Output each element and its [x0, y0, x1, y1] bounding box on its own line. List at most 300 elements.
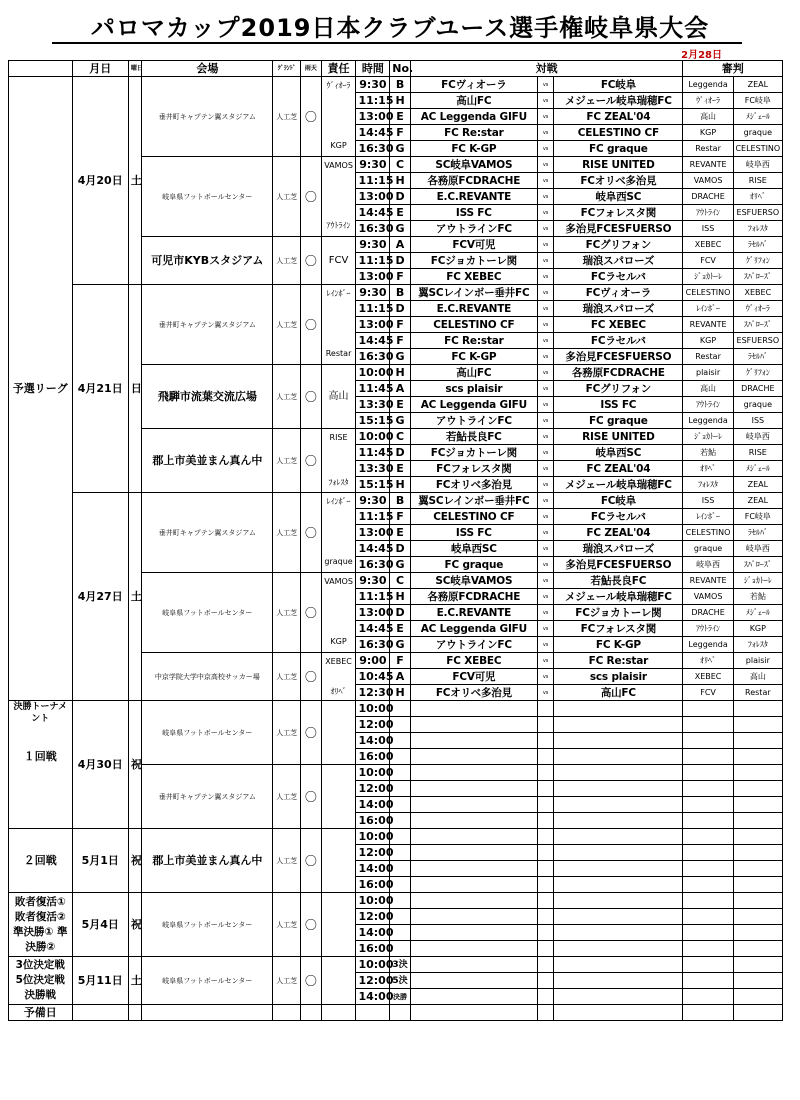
match-time: 13:00: [356, 317, 390, 333]
venue: 飛騨市流葉交流広場: [142, 365, 273, 429]
referee-1: [683, 781, 733, 797]
header-dow: 曜日: [128, 61, 141, 77]
vs-label: [537, 749, 553, 765]
match-number: F: [390, 125, 411, 141]
rain-ok: 〇: [301, 237, 322, 285]
venue: 岐阜県フットボールセンター: [142, 157, 273, 237]
vs-label: vs: [537, 269, 553, 285]
vs-label: vs: [537, 109, 553, 125]
home-team: 各務原FCDRACHE: [410, 589, 537, 605]
referee-1: 高山: [683, 109, 733, 125]
referee-2: [733, 909, 782, 925]
referee-2: [733, 893, 782, 909]
home-team: 若鮎長良FC: [410, 429, 537, 445]
home-team: ISS FC: [410, 205, 537, 221]
vs-label: vs: [537, 333, 553, 349]
referee-1: [683, 717, 733, 733]
empty-cell: [554, 1005, 683, 1021]
slot-row: [9, 701, 783, 717]
home-team: 岐阜西SC: [410, 541, 537, 557]
away-team: FCフォレスタ関: [554, 621, 683, 637]
match-time: 11:15: [356, 301, 390, 317]
referee-2: ｳﾞｨｵｰﾗ: [733, 301, 782, 317]
vs-label: vs: [537, 189, 553, 205]
away-team: RISE UNITED: [554, 157, 683, 173]
home-team: ISS FC: [410, 525, 537, 541]
vs-label: [537, 925, 553, 941]
vs-label: vs: [537, 157, 553, 173]
vs-label: vs: [537, 365, 553, 381]
resp-spacer: [324, 445, 354, 460]
responsible-team: [321, 429, 356, 493]
day-of-week: 土: [128, 77, 141, 285]
responsible-team: [321, 893, 356, 957]
vs-label: vs: [537, 637, 553, 653]
referee-2: graque: [733, 125, 782, 141]
match-number: A: [390, 669, 411, 685]
away-team: ISS FC: [554, 397, 683, 413]
referee-1: [683, 845, 733, 861]
home-team: [410, 893, 537, 909]
referee-1: REVANTE: [683, 157, 733, 173]
match-time: 12:30: [356, 685, 390, 701]
slot-row: [9, 957, 783, 973]
resp-spacer: [324, 589, 354, 604]
home-team: FC graque: [410, 557, 537, 573]
responsible-top: ﾚｲﾝﾎﾞｰ: [326, 289, 351, 298]
match-time: 9:30: [356, 573, 390, 589]
match-time: 16:30: [356, 141, 390, 157]
vs-label: [537, 941, 553, 957]
rain-ok: 〇: [301, 157, 322, 237]
slot-time: 10:00: [356, 829, 390, 845]
away-team: FC ZEAL'04: [554, 461, 683, 477]
away-team: FC K-GP: [554, 637, 683, 653]
match-number: F: [390, 509, 411, 525]
venue: 岐阜県フットボールセンター: [142, 957, 273, 1005]
responsible-bottom: Restar: [325, 349, 352, 358]
match-time: 9:30: [356, 157, 390, 173]
vs-label: vs: [537, 573, 553, 589]
away-team: [554, 957, 683, 973]
empty-cell: [301, 1005, 322, 1021]
day-of-week: 祝: [128, 829, 141, 893]
venue: 郡上市美並まん真ん中: [142, 829, 273, 893]
ground-type: 人工芝: [273, 157, 301, 237]
match-number: E: [390, 109, 411, 125]
referee-2: ﾒｼﾞｪｰﾙ: [733, 461, 782, 477]
home-team: [410, 701, 537, 717]
match-time: 11:45: [356, 381, 390, 397]
responsible-top: RISE: [329, 433, 348, 442]
referee-1: Restar: [683, 349, 733, 365]
home-team: FCオリベ多治見: [410, 685, 537, 701]
away-team: [554, 893, 683, 909]
empty-cell: [273, 1005, 301, 1021]
match-number: 5決: [390, 973, 411, 989]
away-team: FCヴィオーラ: [554, 285, 683, 301]
referee-1: Leggenda: [683, 413, 733, 429]
away-team: FC Re:star: [554, 653, 683, 669]
match-date: 5月11日: [72, 957, 128, 1005]
rain-ok: 〇: [301, 429, 322, 493]
empty-cell: [142, 1005, 273, 1021]
home-team: AC Leggenda GIFU: [410, 109, 537, 125]
referee-1: ｱｳﾄﾗｲﾝ: [683, 205, 733, 221]
away-team: [554, 797, 683, 813]
away-team: [554, 781, 683, 797]
referee-2: [733, 973, 782, 989]
referee-1: ISS: [683, 221, 733, 237]
match-time: 14:45: [356, 621, 390, 637]
empty-cell: [733, 1005, 782, 1021]
away-team: scs plaisir: [554, 669, 683, 685]
responsible-top: XEBEC: [325, 657, 352, 666]
away-team: 岐阜西SC: [554, 189, 683, 205]
referee-1: ｵﾘﾍﾞ: [683, 461, 733, 477]
away-team: FCグリフォン: [554, 237, 683, 253]
away-team: 各務原FCDRACHE: [554, 365, 683, 381]
header-row: [9, 61, 783, 77]
match-date: 4月27日: [72, 493, 128, 701]
match-number: E: [390, 205, 411, 221]
home-team: アウトラインFC: [410, 637, 537, 653]
referee-1: 岐阜西: [683, 557, 733, 573]
match-number: D: [390, 445, 411, 461]
match-number: G: [390, 413, 411, 429]
rain-ok: 〇: [301, 77, 322, 157]
vs-label: vs: [537, 669, 553, 685]
vs-label: vs: [537, 285, 553, 301]
venue: 岐阜県フットボールセンター: [142, 893, 273, 957]
match-time: 15:15: [356, 413, 390, 429]
home-team: [410, 973, 537, 989]
referee-2: [733, 749, 782, 765]
referee-1: [683, 957, 733, 973]
referee-1: [683, 765, 733, 781]
responsible-bottom: KGP: [330, 141, 347, 150]
home-team: 各務原FCDRACHE: [410, 173, 537, 189]
stage-label: ２回戦: [9, 829, 73, 893]
referee-1: VAMOS: [683, 589, 733, 605]
venue: 可児市KYBスタジアム: [142, 237, 273, 285]
slot-time: 10:00: [356, 765, 390, 781]
referee-1: REVANTE: [683, 317, 733, 333]
responsible-team: [321, 573, 356, 653]
home-team: [410, 829, 537, 845]
away-team: FCラセルバ: [554, 269, 683, 285]
referee-1: [683, 861, 733, 877]
referee-2: 岐阜西: [733, 157, 782, 173]
away-team: 若鮎長良FC: [554, 573, 683, 589]
match-time: 13:00: [356, 525, 390, 541]
home-team: [410, 733, 537, 749]
responsible-top: ﾚｲﾝﾎﾞｰ: [326, 497, 351, 506]
empty-cell: [72, 1005, 128, 1021]
vs-label: [537, 765, 553, 781]
match-time: 14:45: [356, 333, 390, 349]
away-team: FCラセルバ: [554, 509, 683, 525]
responsible-top: VAMOS: [324, 577, 353, 586]
referee-2: DRACHE: [733, 381, 782, 397]
referee-1: ｱｳﾄﾗｲﾝ: [683, 397, 733, 413]
away-team: [554, 973, 683, 989]
ground-type: 人工芝: [273, 365, 301, 429]
match-number: G: [390, 349, 411, 365]
referee-2: KGP: [733, 621, 782, 637]
rain-ok: 〇: [301, 653, 322, 701]
slot-time: 12:00: [356, 781, 390, 797]
vs-label: [537, 701, 553, 717]
vs-label: vs: [537, 605, 553, 621]
referee-2: 岐阜西: [733, 429, 782, 445]
match-row: [9, 493, 783, 509]
stage-spacer: [11, 725, 70, 749]
vs-label: [537, 893, 553, 909]
rain-ok: 〇: [301, 829, 322, 893]
referee-2: 岐阜西: [733, 541, 782, 557]
referee-2: ﾌｫﾚｽﾀ: [733, 221, 782, 237]
home-team: SC岐阜VAMOS: [410, 573, 537, 589]
away-team: CELESTINO CF: [554, 125, 683, 141]
schedule-table: [8, 60, 783, 1021]
match-time: 10:00: [356, 365, 390, 381]
home-team: E.C.REVANTE: [410, 189, 537, 205]
ground-type: 人工芝: [273, 77, 301, 157]
referee-1: ﾚｲﾝﾎﾞｰ: [683, 301, 733, 317]
home-team: E.C.REVANTE: [410, 301, 537, 317]
home-team: [410, 797, 537, 813]
home-team: E.C.REVANTE: [410, 605, 537, 621]
home-team: CELESTINO CF: [410, 509, 537, 525]
referee-1: [683, 925, 733, 941]
away-team: FCフォレスタ関: [554, 205, 683, 221]
referee-1: KGP: [683, 125, 733, 141]
slot-row: [9, 829, 783, 845]
away-team: メジェール岐阜瑞穂FC: [554, 477, 683, 493]
home-team: [410, 781, 537, 797]
slot-time: 10:00: [356, 893, 390, 909]
referee-1: Leggenda: [683, 637, 733, 653]
match-number: E: [390, 397, 411, 413]
day-of-week: 土: [128, 957, 141, 1005]
vs-label: vs: [537, 541, 553, 557]
away-team: 多治見FCESFUERSO: [554, 557, 683, 573]
away-team: FC岐阜: [554, 77, 683, 93]
away-team: 岐阜西SC: [554, 445, 683, 461]
referee-1: ﾌｫﾚｽﾀ: [683, 477, 733, 493]
match-time: 11:15: [356, 253, 390, 269]
match-time: 11:15: [356, 93, 390, 109]
home-team: AC Leggenda GIFU: [410, 621, 537, 637]
referee-2: plaisir: [733, 653, 782, 669]
referee-1: Leggenda: [683, 77, 733, 93]
rain-ok: 〇: [301, 365, 322, 429]
referee-1: ｱｳﾄﾗｲﾝ: [683, 621, 733, 637]
referee-2: [733, 941, 782, 957]
referee-1: 若鮎: [683, 445, 733, 461]
referee-1: ｼﾞｮｶﾄｰﾚ: [683, 269, 733, 285]
home-team: [410, 717, 537, 733]
match-number: F: [390, 317, 411, 333]
venue: 中京学院大学中京高校サッカー場: [142, 653, 273, 701]
slot-time: 14:00: [356, 733, 390, 749]
vs-label: [537, 717, 553, 733]
header-venue: 会場: [142, 61, 273, 77]
stage-final-label: 決勝トーナメント: [13, 702, 68, 724]
referee-2: ﾒｼﾞｪｰﾙ: [733, 605, 782, 621]
stage-label: 敗者復活① 敗者復活② 準決勝① 準決勝②: [9, 893, 73, 957]
stage-label: [9, 701, 73, 829]
match-number: B: [390, 285, 411, 301]
vs-label: [537, 957, 553, 973]
referee-2: RISE: [733, 173, 782, 189]
away-team: FCジョカトーレ関: [554, 605, 683, 621]
match-number: C: [390, 429, 411, 445]
referee-2: [733, 989, 782, 1005]
referee-2: [733, 733, 782, 749]
away-team: 高山FC: [554, 685, 683, 701]
empty-cell: [321, 1005, 356, 1021]
match-number: H: [390, 365, 411, 381]
referee-2: ZEAL: [733, 77, 782, 93]
resp-spacer: [324, 188, 354, 203]
responsible-team: [321, 493, 356, 573]
match-number: 決勝: [390, 989, 411, 1005]
header-match: 対戦: [410, 61, 683, 77]
referee-1: ｼﾞｮｶﾄｰﾚ: [683, 429, 733, 445]
vs-label: vs: [537, 381, 553, 397]
match-number: H: [390, 589, 411, 605]
match-number: F: [390, 333, 411, 349]
day-of-week: 土: [128, 493, 141, 701]
referee-1: [683, 813, 733, 829]
vs-label: [537, 909, 553, 925]
title-underline: [52, 42, 742, 44]
referee-1: [683, 797, 733, 813]
home-team: [410, 845, 537, 861]
vs-label: vs: [537, 445, 553, 461]
responsible-team: [321, 765, 356, 829]
away-team: FC graque: [554, 413, 683, 429]
header-date: 月日: [72, 61, 128, 77]
home-team: FC XEBEC: [410, 653, 537, 669]
referee-2: CELESTINO: [733, 141, 782, 157]
responsible-bottom: KGP: [330, 637, 347, 646]
ground-type: 人工芝: [273, 893, 301, 957]
match-row: [9, 285, 783, 301]
home-team: FC XEBEC: [410, 269, 537, 285]
header-no: No.: [390, 61, 411, 77]
vs-label: vs: [537, 621, 553, 637]
match-time: 16:30: [356, 637, 390, 653]
away-team: FC XEBEC: [554, 317, 683, 333]
referee-1: CELESTINO: [683, 525, 733, 541]
match-number: D: [390, 541, 411, 557]
vs-label: vs: [537, 205, 553, 221]
referee-2: [733, 765, 782, 781]
rain-ok: 〇: [301, 893, 322, 957]
referee-1: [683, 941, 733, 957]
match-time: 11:45: [356, 445, 390, 461]
away-team: [554, 877, 683, 893]
slot-time: 10:00: [356, 701, 390, 717]
responsible-top: VAMOS: [324, 161, 353, 170]
responsible-team: [321, 77, 356, 157]
ground-type: 人工芝: [273, 653, 301, 701]
vs-label: vs: [537, 317, 553, 333]
match-time: 9:30: [356, 237, 390, 253]
away-team: FCラセルバ: [554, 333, 683, 349]
slot-time: 12:00: [356, 973, 390, 989]
vs-label: vs: [537, 125, 553, 141]
vs-label: vs: [537, 509, 553, 525]
match-number: D: [390, 301, 411, 317]
responsible-team: [321, 285, 356, 365]
home-team: アウトラインFC: [410, 413, 537, 429]
slot-time: 12:00: [356, 909, 390, 925]
match-date: 4月21日: [72, 285, 128, 493]
slot-row: [9, 893, 783, 909]
away-team: FC岐阜: [554, 493, 683, 509]
rain-ok: 〇: [301, 573, 322, 653]
revision-date: 2月28日: [681, 50, 722, 61]
referee-2: [733, 813, 782, 829]
slot-time: 16:00: [356, 749, 390, 765]
home-team: FC Re:star: [410, 125, 537, 141]
ground-type: 人工芝: [273, 493, 301, 573]
vs-label: vs: [537, 349, 553, 365]
referee-2: ﾗｾﾙﾊﾞ: [733, 237, 782, 253]
match-time: 14:45: [356, 205, 390, 221]
vs-label: [537, 845, 553, 861]
responsible-bottom: ｱｳﾄﾗｲﾝ: [326, 221, 351, 230]
rain-ok: 〇: [301, 957, 322, 1005]
match-time: 13:00: [356, 189, 390, 205]
referee-1: plaisir: [683, 365, 733, 381]
match-time: 11:15: [356, 509, 390, 525]
away-team: RISE UNITED: [554, 429, 683, 445]
venue: 岐阜県フットボールセンター: [142, 701, 273, 765]
referee-1: [683, 749, 733, 765]
match-date: 4月30日: [72, 701, 128, 829]
referee-2: [733, 701, 782, 717]
resp-spacer: [324, 539, 354, 554]
home-team: [410, 909, 537, 925]
away-team: [554, 829, 683, 845]
match-number: G: [390, 221, 411, 237]
ground-type: 人工芝: [273, 429, 301, 493]
responsible-team: [321, 157, 356, 237]
vs-label: vs: [537, 413, 553, 429]
rain-ok: 〇: [301, 493, 322, 573]
home-team: [410, 749, 537, 765]
referee-1: graque: [683, 541, 733, 557]
referee-2: [733, 797, 782, 813]
home-team: AC Leggenda GIFU: [410, 397, 537, 413]
home-team: FCフォレスタ関: [410, 461, 537, 477]
referee-2: [733, 829, 782, 845]
match-number: G: [390, 557, 411, 573]
match-number: H: [390, 477, 411, 493]
vs-label: vs: [537, 557, 553, 573]
referee-1: ｳﾞｨｵｰﾗ: [683, 93, 733, 109]
away-team: [554, 701, 683, 717]
referee-2: ZEAL: [733, 493, 782, 509]
referee-2: ｵﾘﾍﾞ: [733, 189, 782, 205]
referee-1: ISS: [683, 493, 733, 509]
away-team: メジェール岐阜瑞穂FC: [554, 93, 683, 109]
